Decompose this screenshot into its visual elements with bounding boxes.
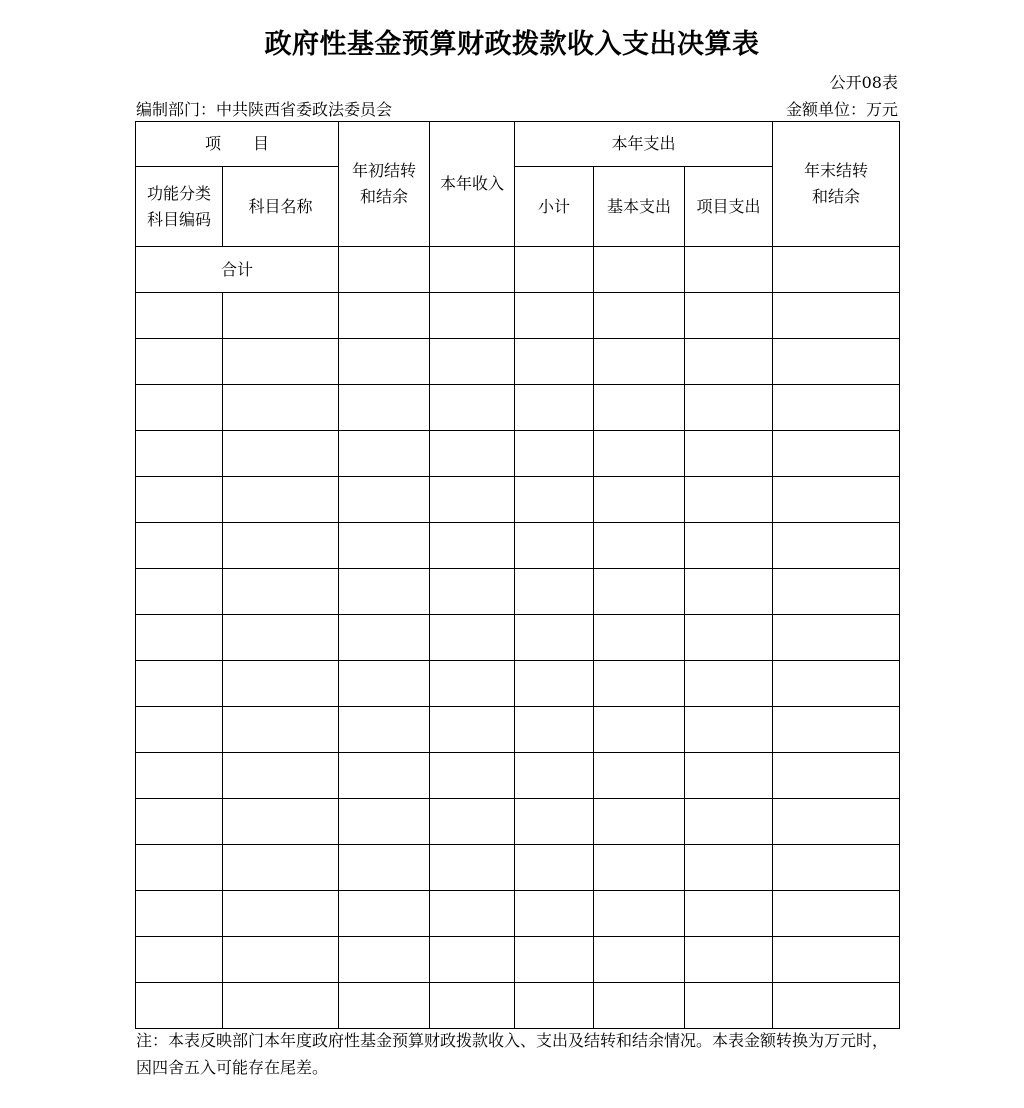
- table-cell: [594, 891, 685, 937]
- total-row: [136, 247, 900, 293]
- table-cell: [594, 339, 685, 385]
- table-cell: [223, 385, 339, 431]
- header-expense-group: 本年支出: [515, 122, 773, 167]
- table-cell: [223, 707, 339, 753]
- table-cell: [430, 247, 515, 293]
- table-cell: [773, 983, 900, 1029]
- table-cell: [773, 385, 900, 431]
- table-cell: [136, 385, 223, 431]
- table-cell: [594, 293, 685, 339]
- table-cell: [773, 661, 900, 707]
- table-cell: [430, 569, 515, 615]
- table-cell: [223, 983, 339, 1029]
- table-cell: [685, 983, 773, 1029]
- table-row: [136, 845, 900, 891]
- table-cell: [594, 799, 685, 845]
- table-cell: [339, 799, 430, 845]
- table-row: [136, 615, 900, 661]
- header-project: 项 目: [136, 122, 339, 167]
- header-func-code-line2: 科目编码: [146, 209, 211, 229]
- table-cell: [136, 845, 223, 891]
- table-cell: [773, 339, 900, 385]
- table-cell: [430, 707, 515, 753]
- table-cell: [339, 983, 430, 1029]
- table-row: [136, 799, 900, 845]
- footnote: 注：本表反映部门本年度政府性基金预算财政拨款收入、支出及结转和结余情况。本表金额转换为万元时，因四舍五入可能存在尾差。: [136, 1031, 889, 1077]
- table-row: [136, 753, 900, 799]
- table-row: [136, 569, 900, 615]
- table-cell: [515, 569, 594, 615]
- table-cell: [594, 983, 685, 1029]
- table-cell: [515, 615, 594, 661]
- table-cell: [685, 891, 773, 937]
- header-income: 本年收入: [430, 122, 515, 247]
- table-cell: [430, 523, 515, 569]
- header-end-balance-line1: 年末结转: [804, 161, 869, 180]
- table-cell: [515, 937, 594, 983]
- table-cell: [594, 523, 685, 569]
- table-cell: [223, 799, 339, 845]
- table-cell: [515, 707, 594, 753]
- table-cell: [430, 339, 515, 385]
- table-cell: [136, 707, 223, 753]
- header-basic-expense: 基本支出: [594, 167, 685, 247]
- table-cell: [515, 339, 594, 385]
- table-cell: [685, 937, 773, 983]
- table-cell: [223, 753, 339, 799]
- table-cell: [515, 523, 594, 569]
- table-cell: [515, 799, 594, 845]
- table-cell: [685, 753, 773, 799]
- table-cell: [339, 845, 430, 891]
- table-cell: [339, 523, 430, 569]
- table-cell: [685, 661, 773, 707]
- table-cell: [773, 891, 900, 937]
- table-cell: [223, 661, 339, 707]
- table-cell: [223, 339, 339, 385]
- table-row: [136, 477, 900, 523]
- table-cell: [430, 845, 515, 891]
- table-cell: [515, 247, 594, 293]
- table-cell: [136, 983, 223, 1029]
- table-row: [136, 431, 900, 477]
- table-cell: [136, 339, 223, 385]
- table-cell: [223, 431, 339, 477]
- table-cell: [339, 385, 430, 431]
- table-cell: [515, 661, 594, 707]
- table-cell: [223, 891, 339, 937]
- header-end-balance: [773, 122, 900, 247]
- table-cell: [515, 845, 594, 891]
- table-row: [136, 339, 900, 385]
- header-begin-balance-line1: 年初结转: [352, 161, 417, 180]
- table-cell: [594, 247, 685, 293]
- amount-unit: 金额单位：万元: [785, 100, 898, 119]
- table-cell: [430, 385, 515, 431]
- table-cell: [594, 661, 685, 707]
- table-cell: [136, 569, 223, 615]
- table-cell: [685, 799, 773, 845]
- table-cell: [685, 707, 773, 753]
- table-cell: [773, 477, 900, 523]
- header-row-1: [136, 122, 900, 167]
- table-cell: [136, 891, 223, 937]
- table-cell: [594, 615, 685, 661]
- table-cell: [515, 477, 594, 523]
- table-cell: [594, 477, 685, 523]
- table-cell: [223, 569, 339, 615]
- table-cell: [430, 799, 515, 845]
- table-cell: [773, 845, 900, 891]
- table-cell: [136, 615, 223, 661]
- header-func-code: [136, 167, 223, 247]
- table-cell: [685, 569, 773, 615]
- table-cell: [339, 753, 430, 799]
- table-cell: [136, 293, 223, 339]
- table-cell: [515, 891, 594, 937]
- header-begin-balance-line2: 和结余: [360, 187, 409, 206]
- table-cell: [223, 937, 339, 983]
- table-cell: [430, 431, 515, 477]
- table-cell: [223, 523, 339, 569]
- table-cell: [339, 477, 430, 523]
- table-cell: [515, 431, 594, 477]
- header-subtotal: 小计: [515, 167, 594, 247]
- header-subject-name: 科目名称: [223, 167, 339, 247]
- table-cell: [339, 339, 430, 385]
- table-cell: [685, 477, 773, 523]
- table-cell: [773, 293, 900, 339]
- compiling-unit: 编制部门：中共陕西省委政法委员会: [136, 100, 393, 119]
- table-cell: [136, 937, 223, 983]
- table-cell: [685, 293, 773, 339]
- table-cell: [594, 845, 685, 891]
- table-row: [136, 661, 900, 707]
- table-cell: [773, 247, 900, 293]
- table-cell: [594, 569, 685, 615]
- table-cell: [773, 799, 900, 845]
- table-cell: [339, 247, 430, 293]
- table-cell: [430, 615, 515, 661]
- table-cell: [594, 937, 685, 983]
- table-row: [136, 937, 900, 983]
- table-cell: [773, 569, 900, 615]
- table-cell: [430, 293, 515, 339]
- table-row: [136, 385, 900, 431]
- table-cell: [685, 431, 773, 477]
- table-cell: [430, 477, 515, 523]
- table-row: [136, 891, 900, 937]
- table-cell: [223, 293, 339, 339]
- table-row: [136, 293, 900, 339]
- table-cell: [339, 707, 430, 753]
- table-cell: [136, 477, 223, 523]
- form-code: 公开08表: [829, 73, 898, 92]
- budget-table: [135, 121, 900, 1029]
- table-cell: [136, 523, 223, 569]
- table-cell: [594, 431, 685, 477]
- header-begin-balance: [339, 122, 430, 247]
- table-cell: [773, 707, 900, 753]
- table-cell: [136, 753, 223, 799]
- table-cell: [773, 753, 900, 799]
- header-end-balance-line2: 和结余: [812, 187, 861, 206]
- table-cell: [430, 937, 515, 983]
- table-cell: [685, 845, 773, 891]
- table-cell: [685, 247, 773, 293]
- table-cell: [430, 891, 515, 937]
- table-cell: [339, 569, 430, 615]
- header-func-code-line1: 功能分类: [146, 183, 211, 203]
- table-cell: [339, 891, 430, 937]
- table-cell: [515, 385, 594, 431]
- table-cell: [430, 753, 515, 799]
- table-cell: [685, 385, 773, 431]
- table-cell: [515, 293, 594, 339]
- table-cell: [223, 615, 339, 661]
- header-project-expense: 项目支出: [685, 167, 773, 247]
- table-row: [136, 707, 900, 753]
- total-label: 合计: [136, 247, 339, 293]
- table-cell: [594, 385, 685, 431]
- table-cell: [685, 339, 773, 385]
- table-cell: [430, 983, 515, 1029]
- table-cell: [136, 799, 223, 845]
- table-cell: [223, 845, 339, 891]
- table-cell: [773, 615, 900, 661]
- table-cell: [594, 707, 685, 753]
- table-cell: [773, 431, 900, 477]
- table-cell: [136, 661, 223, 707]
- table-cell: [223, 477, 339, 523]
- page-title: 政府性基金预算财政拨款收入支出决算表: [264, 29, 760, 60]
- table-row: [136, 523, 900, 569]
- table-cell: [594, 753, 685, 799]
- table-cell: [685, 523, 773, 569]
- table-cell: [430, 661, 515, 707]
- table-cell: [685, 615, 773, 661]
- table-cell: [339, 431, 430, 477]
- table-cell: [339, 293, 430, 339]
- table-cell: [515, 983, 594, 1029]
- table-cell: [515, 753, 594, 799]
- table-cell: [339, 661, 430, 707]
- table-cell: [773, 523, 900, 569]
- table-row: [136, 983, 900, 1029]
- table-cell: [773, 937, 900, 983]
- table-cell: [339, 615, 430, 661]
- table-cell: [339, 937, 430, 983]
- table-cell: [136, 431, 223, 477]
